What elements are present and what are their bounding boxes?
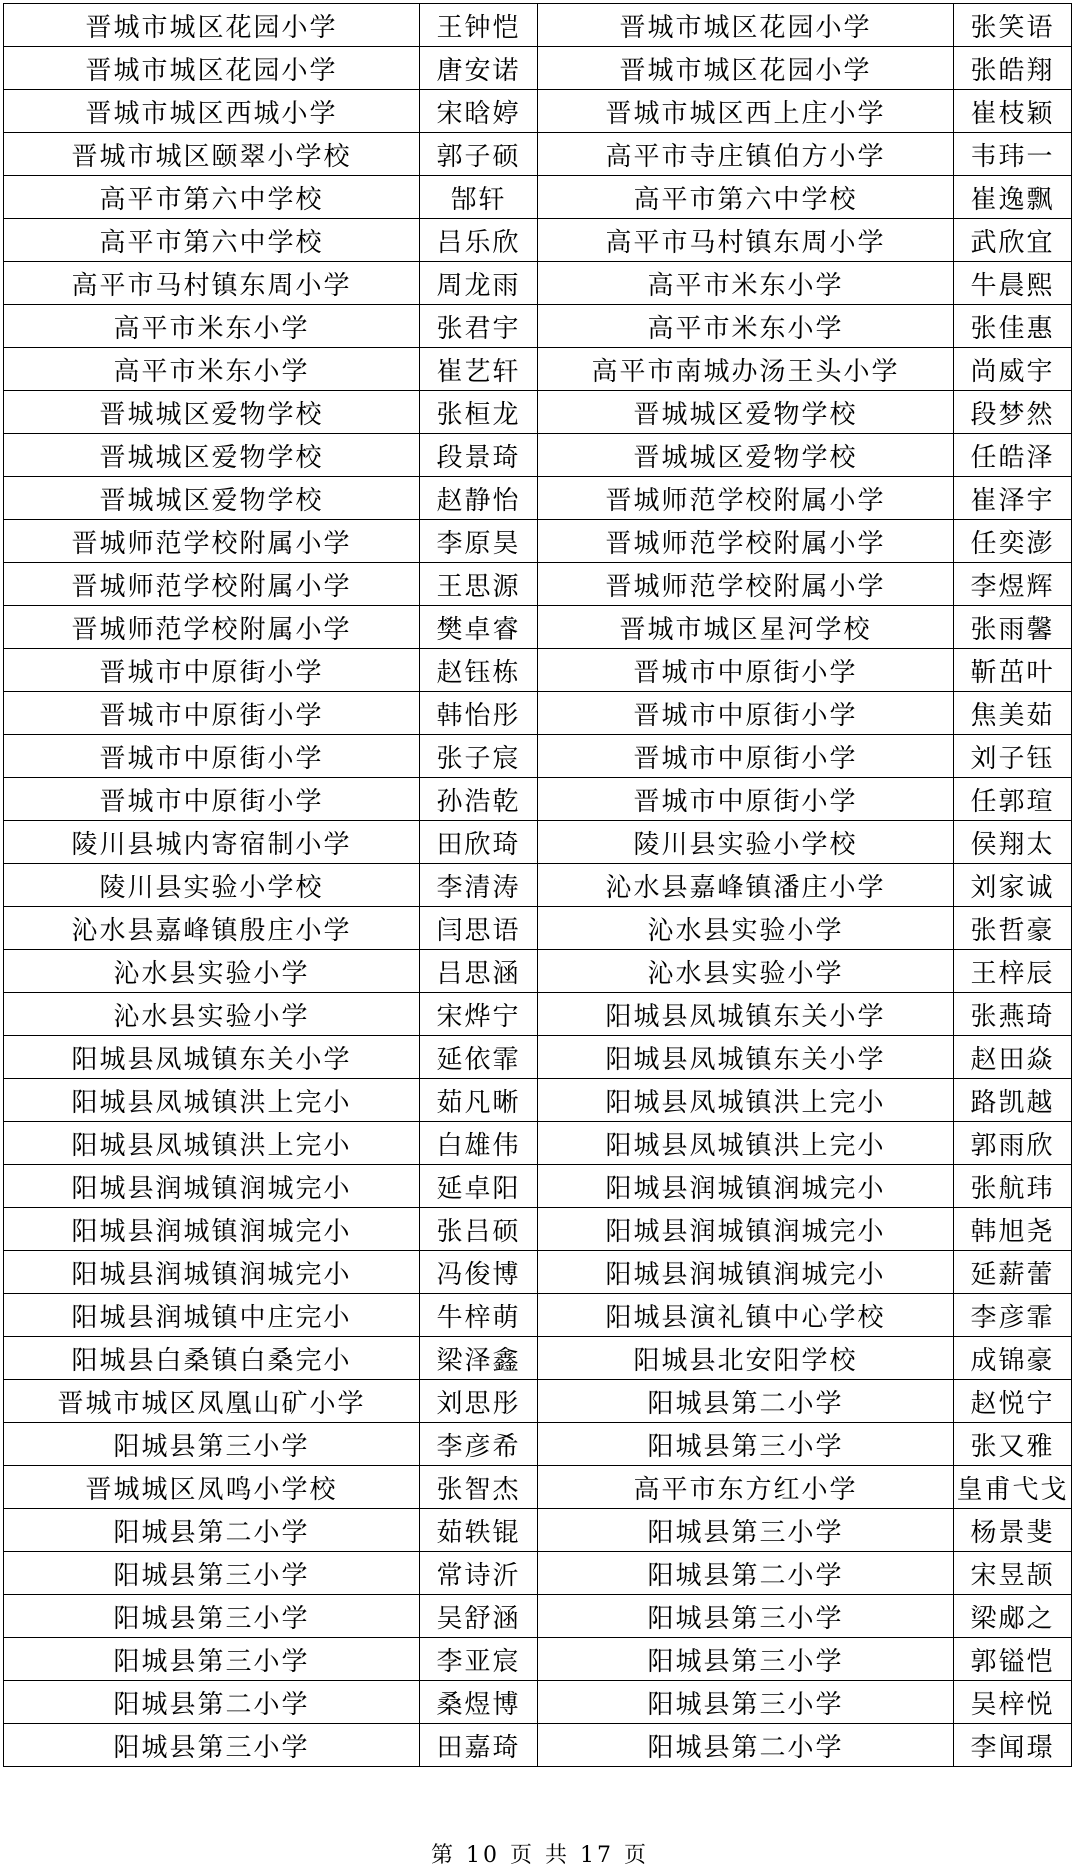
student-name-cell: 韦玮一 [954, 133, 1072, 176]
student-name-cell: 郭镒恺 [954, 1638, 1072, 1681]
student-name-cell: 张航玮 [954, 1165, 1072, 1208]
table-row [4, 434, 1072, 477]
student-name-cell: 吕思涵 [420, 950, 538, 993]
table-row [4, 1337, 1072, 1380]
school-cell: 晋城城区爱物学校 [4, 434, 420, 477]
student-name-cell: 李原昊 [420, 520, 538, 563]
school-cell: 晋城市城区花园小学 [538, 4, 954, 47]
student-name-cell: 王钟恺 [420, 4, 538, 47]
table-row [4, 1466, 1072, 1509]
student-name-cell: 田嘉琦 [420, 1724, 538, 1767]
school-cell: 高平市第六中学校 [4, 176, 420, 219]
school-cell: 阳城县第二小学 [4, 1509, 420, 1552]
table-row [4, 176, 1072, 219]
table-row [4, 477, 1072, 520]
school-cell: 晋城城区爱物学校 [538, 391, 954, 434]
school-cell: 晋城市城区花园小学 [538, 47, 954, 90]
school-cell: 陵川县实验小学校 [538, 821, 954, 864]
student-name-cell: 张燕琦 [954, 993, 1072, 1036]
school-cell: 阳城县第三小学 [4, 1595, 420, 1638]
school-cell: 阳城县凤城镇洪上完小 [4, 1079, 420, 1122]
school-cell: 阳城县第三小学 [4, 1552, 420, 1595]
student-name-cell: 常诗沂 [420, 1552, 538, 1595]
student-name-cell: 韩旭尧 [954, 1208, 1072, 1251]
school-cell: 晋城师范学校附属小学 [4, 606, 420, 649]
school-cell: 阳城县第三小学 [538, 1681, 954, 1724]
table-row [4, 1638, 1072, 1681]
student-name-cell: 杨景斐 [954, 1509, 1072, 1552]
student-name-cell: 李煜辉 [954, 563, 1072, 606]
table-row [4, 4, 1072, 47]
student-name-cell: 刘思彤 [420, 1380, 538, 1423]
student-name-cell: 牛晨熙 [954, 262, 1072, 305]
table-row [4, 262, 1072, 305]
student-name-cell: 李清涛 [420, 864, 538, 907]
table-row [4, 1681, 1072, 1724]
table-row [4, 47, 1072, 90]
school-cell: 晋城市中原街小学 [538, 649, 954, 692]
table-row [4, 1122, 1072, 1165]
school-cell: 阳城县白桑镇白桑完小 [4, 1337, 420, 1380]
student-name-cell: 闫思语 [420, 907, 538, 950]
student-name-cell: 牛梓萌 [420, 1294, 538, 1337]
table-row [4, 1380, 1072, 1423]
student-name-cell: 崔艺轩 [420, 348, 538, 391]
student-name-cell: 王梓辰 [954, 950, 1072, 993]
student-name-cell: 张佳惠 [954, 305, 1072, 348]
school-cell: 阳城县第三小学 [4, 1423, 420, 1466]
student-name-cell: 李彦希 [420, 1423, 538, 1466]
school-cell: 晋城市中原街小学 [4, 778, 420, 821]
student-name-cell: 张子宸 [420, 735, 538, 778]
school-cell: 晋城市中原街小学 [4, 692, 420, 735]
student-name-cell: 茹凡晰 [420, 1079, 538, 1122]
table-row [4, 864, 1072, 907]
school-cell: 阳城县润城镇润城完小 [538, 1165, 954, 1208]
school-cell: 晋城市城区西上庄小学 [538, 90, 954, 133]
student-name-cell: 武欣宜 [954, 219, 1072, 262]
student-name-cell: 路凯越 [954, 1079, 1072, 1122]
school-cell: 阳城县第三小学 [538, 1595, 954, 1638]
student-name-cell: 刘子钰 [954, 735, 1072, 778]
table-body [4, 4, 1072, 1767]
school-cell: 陵川县城内寄宿制小学 [4, 821, 420, 864]
student-name-cell: 延卓阳 [420, 1165, 538, 1208]
school-cell: 阳城县第二小学 [538, 1380, 954, 1423]
table-row [4, 950, 1072, 993]
table-row [4, 1509, 1072, 1552]
table-row [4, 219, 1072, 262]
student-name-cell: 韩怡彤 [420, 692, 538, 735]
school-cell: 阳城县演礼镇中心学校 [538, 1294, 954, 1337]
school-cell: 阳城县润城镇中庄完小 [4, 1294, 420, 1337]
table-row [4, 391, 1072, 434]
table-row [4, 1595, 1072, 1638]
school-cell: 阳城县凤城镇洪上完小 [538, 1122, 954, 1165]
student-name-cell: 任皓泽 [954, 434, 1072, 477]
table-row [4, 735, 1072, 778]
table-row [4, 1251, 1072, 1294]
school-cell: 高平市马村镇东周小学 [538, 219, 954, 262]
school-cell: 阳城县第三小学 [538, 1423, 954, 1466]
student-name-cell: 刘家诚 [954, 864, 1072, 907]
school-cell: 阳城县凤城镇洪上完小 [4, 1122, 420, 1165]
school-cell: 陵川县实验小学校 [4, 864, 420, 907]
student-name-cell: 崔泽宇 [954, 477, 1072, 520]
school-cell: 高平市第六中学校 [538, 176, 954, 219]
table-row [4, 907, 1072, 950]
school-cell: 沁水县嘉峰镇殷庄小学 [4, 907, 420, 950]
student-name-cell: 梁郕之 [954, 1595, 1072, 1638]
school-cell: 晋城市城区花园小学 [4, 4, 420, 47]
table-row [4, 90, 1072, 133]
school-cell: 阳城县第二小学 [4, 1681, 420, 1724]
school-cell: 沁水县实验小学 [4, 950, 420, 993]
student-name-cell: 郜轩 [420, 176, 538, 219]
table-row [4, 778, 1072, 821]
school-cell: 晋城师范学校附属小学 [538, 563, 954, 606]
student-name-cell: 吴梓悦 [954, 1681, 1072, 1724]
school-cell: 高平市米东小学 [4, 305, 420, 348]
student-name-cell: 崔枝颖 [954, 90, 1072, 133]
student-name-cell: 梁泽鑫 [420, 1337, 538, 1380]
student-name-cell: 段景琦 [420, 434, 538, 477]
student-name-cell: 任奕澎 [954, 520, 1072, 563]
student-name-cell: 靳茁叶 [954, 649, 1072, 692]
student-name-cell: 张智杰 [420, 1466, 538, 1509]
school-cell: 阳城县第三小学 [4, 1724, 420, 1767]
student-name-cell: 李彦霏 [954, 1294, 1072, 1337]
student-name-cell: 田欣琦 [420, 821, 538, 864]
school-cell: 沁水县实验小学 [538, 907, 954, 950]
award-list-table [3, 3, 1072, 1767]
school-cell: 晋城市中原街小学 [4, 735, 420, 778]
school-cell: 高平市寺庄镇伯方小学 [538, 133, 954, 176]
student-name-cell: 尚威宇 [954, 348, 1072, 391]
school-cell: 晋城市中原街小学 [538, 778, 954, 821]
school-cell: 晋城城区爱物学校 [538, 434, 954, 477]
school-cell: 高平市南城办汤王头小学 [538, 348, 954, 391]
student-name-cell: 李闻璟 [954, 1724, 1072, 1767]
school-cell: 阳城县润城镇润城完小 [538, 1251, 954, 1294]
school-cell: 阳城县凤城镇洪上完小 [538, 1079, 954, 1122]
school-cell: 晋城市城区星河学校 [538, 606, 954, 649]
school-cell: 晋城师范学校附属小学 [4, 563, 420, 606]
table-row [4, 563, 1072, 606]
student-name-cell: 张雨馨 [954, 606, 1072, 649]
student-name-cell: 白雄伟 [420, 1122, 538, 1165]
table-row [4, 1552, 1072, 1595]
student-name-cell: 唐安诺 [420, 47, 538, 90]
school-cell: 晋城市中原街小学 [4, 649, 420, 692]
student-name-cell: 宋烨宁 [420, 993, 538, 1036]
student-name-cell: 李亚宸 [420, 1638, 538, 1681]
student-name-cell: 桑煜博 [420, 1681, 538, 1724]
student-name-cell: 吕乐欣 [420, 219, 538, 262]
student-name-cell: 张笑语 [954, 4, 1072, 47]
school-cell: 高平市米东小学 [4, 348, 420, 391]
school-cell: 阳城县第三小学 [4, 1638, 420, 1681]
school-cell: 高平市东方红小学 [538, 1466, 954, 1509]
student-name-cell: 焦美茹 [954, 692, 1072, 735]
school-cell: 晋城师范学校附属小学 [4, 520, 420, 563]
school-cell: 晋城城区爱物学校 [4, 391, 420, 434]
table-row [4, 821, 1072, 864]
student-name-cell: 成锦豪 [954, 1337, 1072, 1380]
student-name-cell: 赵田焱 [954, 1036, 1072, 1079]
school-cell: 高平市马村镇东周小学 [4, 262, 420, 305]
student-name-cell: 张皓翔 [954, 47, 1072, 90]
school-cell: 阳城县第三小学 [538, 1509, 954, 1552]
school-cell: 阳城县北安阳学校 [538, 1337, 954, 1380]
student-name-cell: 周龙雨 [420, 262, 538, 305]
school-cell: 阳城县第三小学 [538, 1638, 954, 1681]
student-name-cell: 段梦然 [954, 391, 1072, 434]
school-cell: 沁水县嘉峰镇潘庄小学 [538, 864, 954, 907]
table-row [4, 1208, 1072, 1251]
student-name-cell: 王思源 [420, 563, 538, 606]
school-cell: 晋城市城区花园小学 [4, 47, 420, 90]
table-row [4, 1165, 1072, 1208]
school-cell: 高平市第六中学校 [4, 219, 420, 262]
student-name-cell: 崔逸飘 [954, 176, 1072, 219]
student-name-cell: 宋昱颉 [954, 1552, 1072, 1595]
school-cell: 晋城市城区凤凰山矿小学 [4, 1380, 420, 1423]
student-name-cell: 樊卓睿 [420, 606, 538, 649]
school-cell: 晋城市中原街小学 [538, 692, 954, 735]
school-cell: 阳城县第二小学 [538, 1724, 954, 1767]
student-name-cell: 赵悦宁 [954, 1380, 1072, 1423]
school-cell: 晋城市城区西城小学 [4, 90, 420, 133]
table-row [4, 1294, 1072, 1337]
school-cell: 晋城师范学校附属小学 [538, 520, 954, 563]
school-cell: 阳城县润城镇润城完小 [538, 1208, 954, 1251]
table-row [4, 1079, 1072, 1122]
school-cell: 阳城县润城镇润城完小 [4, 1251, 420, 1294]
school-cell: 晋城市城区颐翠小学校 [4, 133, 420, 176]
student-name-cell: 宋晗婷 [420, 90, 538, 133]
page-number-footer: 第 10 页 共 17 页 [431, 1843, 649, 1868]
table-row [4, 520, 1072, 563]
student-name-cell: 郭雨欣 [954, 1122, 1072, 1165]
school-cell: 高平市米东小学 [538, 305, 954, 348]
school-cell: 阳城县凤城镇东关小学 [538, 993, 954, 1036]
student-name-cell: 赵静怡 [420, 477, 538, 520]
school-cell: 阳城县凤城镇东关小学 [4, 1036, 420, 1079]
student-name-cell: 张君宇 [420, 305, 538, 348]
table-row [4, 692, 1072, 735]
student-name-cell: 张桓龙 [420, 391, 538, 434]
table-row [4, 1036, 1072, 1079]
student-name-cell: 茹轶锟 [420, 1509, 538, 1552]
student-name-cell: 冯俊博 [420, 1251, 538, 1294]
table-row [4, 1423, 1072, 1466]
table-row [4, 649, 1072, 692]
student-name-cell: 张又雅 [954, 1423, 1072, 1466]
school-cell: 高平市米东小学 [538, 262, 954, 305]
school-cell: 阳城县第二小学 [538, 1552, 954, 1595]
student-name-cell: 张吕硕 [420, 1208, 538, 1251]
school-cell: 晋城师范学校附属小学 [538, 477, 954, 520]
table-row [4, 606, 1072, 649]
student-name-cell: 张哲豪 [954, 907, 1072, 950]
student-name-cell: 孙浩乾 [420, 778, 538, 821]
school-cell: 阳城县润城镇润城完小 [4, 1165, 420, 1208]
table-row [4, 1724, 1072, 1767]
student-name-cell: 侯翔太 [954, 821, 1072, 864]
school-cell: 阳城县凤城镇东关小学 [538, 1036, 954, 1079]
school-cell: 晋城城区爱物学校 [4, 477, 420, 520]
school-cell: 晋城城区凤鸣小学校 [4, 1466, 420, 1509]
table-row [4, 305, 1072, 348]
student-name-cell: 郭子硕 [420, 133, 538, 176]
table-row [4, 348, 1072, 391]
table-row [4, 993, 1072, 1036]
school-cell: 晋城市中原街小学 [538, 735, 954, 778]
student-name-cell: 任郭瑄 [954, 778, 1072, 821]
student-name-cell: 赵钰栋 [420, 649, 538, 692]
student-name-cell: 延依霏 [420, 1036, 538, 1079]
school-cell: 沁水县实验小学 [538, 950, 954, 993]
school-cell: 阳城县润城镇润城完小 [4, 1208, 420, 1251]
student-name-cell: 吴舒涵 [420, 1595, 538, 1638]
school-cell: 沁水县实验小学 [4, 993, 420, 1036]
student-name-cell: 皇甫弋戈 [954, 1466, 1072, 1509]
table-row [4, 133, 1072, 176]
student-name-cell: 延薪蕾 [954, 1251, 1072, 1294]
